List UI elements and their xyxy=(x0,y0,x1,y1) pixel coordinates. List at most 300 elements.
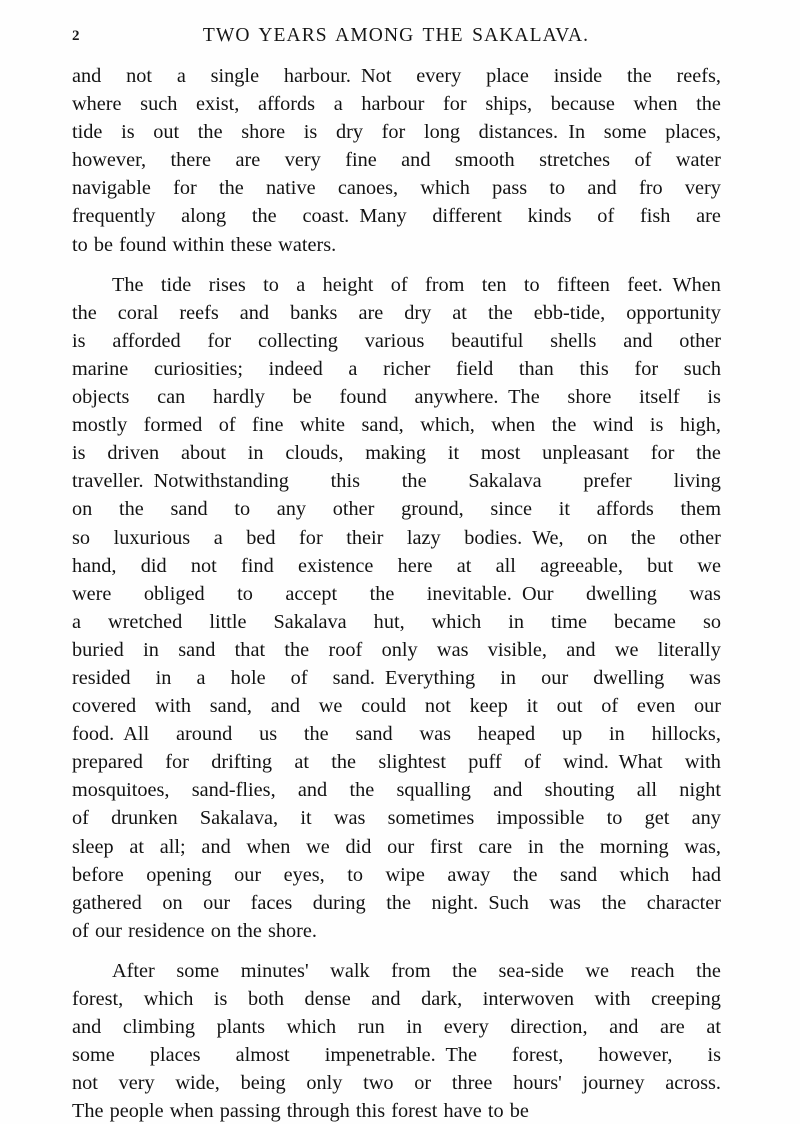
word: with xyxy=(154,695,191,718)
word: coast. Many xyxy=(302,205,407,228)
text-line xyxy=(72,146,721,174)
word: After xyxy=(112,959,155,982)
text-line xyxy=(72,383,721,411)
word: in xyxy=(143,638,159,661)
word: luxurious xyxy=(113,526,191,549)
word: before xyxy=(72,863,124,886)
body-text-column xyxy=(72,62,721,1124)
word: to xyxy=(72,233,88,256)
word: harbour xyxy=(361,93,425,116)
word: wide, xyxy=(175,1072,220,1095)
text-line xyxy=(72,833,721,861)
word: at xyxy=(456,554,472,577)
word: we xyxy=(697,554,721,577)
word: formed xyxy=(143,414,203,437)
paragraph-3 xyxy=(72,957,721,1124)
word: waters. xyxy=(278,233,337,256)
word: in xyxy=(527,835,544,858)
word: place xyxy=(486,65,529,87)
word: which xyxy=(143,988,194,1010)
text-line xyxy=(72,748,721,776)
word: navigable xyxy=(72,177,151,200)
word: places, xyxy=(665,121,721,144)
word: night. Such xyxy=(431,891,529,914)
word: making xyxy=(365,442,427,465)
word: unpleasant xyxy=(542,442,629,465)
word: not xyxy=(190,554,217,577)
word: about xyxy=(180,442,226,465)
word: can xyxy=(157,386,186,409)
word: forest xyxy=(391,1100,438,1123)
word: the xyxy=(696,442,721,465)
word: are xyxy=(358,301,384,324)
word: The xyxy=(112,273,144,296)
word: height xyxy=(322,273,374,296)
word: various xyxy=(364,329,425,352)
word: or xyxy=(414,1072,432,1095)
word: and xyxy=(587,177,617,200)
word: when xyxy=(491,414,536,437)
word: creeping xyxy=(651,988,721,1010)
word: three xyxy=(451,1072,493,1095)
word: a xyxy=(176,65,186,87)
word: of xyxy=(72,807,89,830)
word: the xyxy=(626,65,652,87)
word: time xyxy=(550,610,588,633)
word: canoes, xyxy=(337,177,399,200)
word: of xyxy=(72,919,89,942)
text-line xyxy=(72,327,721,355)
word: wretched xyxy=(108,610,183,633)
word: the xyxy=(487,301,513,324)
text-line xyxy=(72,692,721,720)
word: not xyxy=(424,695,451,718)
word: the xyxy=(452,959,477,982)
word: the xyxy=(369,582,395,605)
word: hand, xyxy=(72,554,117,577)
word: Sakalava xyxy=(468,470,542,493)
word: to xyxy=(549,177,566,200)
text-line xyxy=(72,495,721,523)
word: food. All xyxy=(72,723,150,746)
word: our xyxy=(234,863,262,886)
word: for xyxy=(299,526,323,549)
word: passing xyxy=(219,1100,281,1123)
word: almost xyxy=(235,1044,290,1067)
word: within xyxy=(172,233,225,256)
word: it xyxy=(558,498,570,521)
text-line xyxy=(72,636,721,664)
word: fine xyxy=(345,149,377,172)
word: could xyxy=(361,695,407,718)
text-line xyxy=(72,62,721,90)
word: a xyxy=(196,666,206,689)
word: morning xyxy=(599,835,669,858)
word: the xyxy=(331,751,357,774)
word: every xyxy=(443,1016,489,1039)
word: single xyxy=(210,65,260,87)
word: is xyxy=(72,329,86,352)
word: prepared xyxy=(72,751,143,774)
word: richer xyxy=(383,357,431,380)
word: other xyxy=(679,329,721,352)
text-line xyxy=(72,355,721,383)
word: the xyxy=(219,177,244,200)
word: through xyxy=(286,1100,350,1123)
word: we xyxy=(306,835,330,858)
text-line xyxy=(72,411,721,439)
word: dry xyxy=(404,301,432,324)
word: very xyxy=(118,1072,155,1095)
word: out xyxy=(153,121,180,144)
word: where xyxy=(72,93,122,116)
word: which xyxy=(431,610,482,633)
word: curiosities; xyxy=(153,357,243,380)
word: their xyxy=(346,526,384,549)
word: other xyxy=(332,498,375,521)
word: eyes, xyxy=(283,863,325,886)
word: which xyxy=(619,863,670,886)
word: at xyxy=(452,301,467,324)
word: climbing xyxy=(122,1016,195,1039)
word: at xyxy=(706,1016,721,1039)
word: is xyxy=(303,121,318,144)
word: rises xyxy=(208,273,246,296)
word: sleep xyxy=(72,835,114,858)
word: a xyxy=(213,526,223,549)
word: sometimes xyxy=(387,807,475,830)
word: different xyxy=(432,205,502,228)
word: were xyxy=(72,582,112,605)
word: is xyxy=(707,1044,721,1067)
word: sand, xyxy=(209,695,252,718)
word: visible, xyxy=(487,638,547,661)
word: other xyxy=(679,526,721,549)
word: on xyxy=(72,498,93,521)
word: a xyxy=(72,610,82,633)
word: living xyxy=(673,470,721,493)
word: when xyxy=(169,1100,214,1123)
word: is xyxy=(121,121,135,144)
word: dwelling xyxy=(585,582,657,605)
word: is xyxy=(213,988,228,1010)
word: it xyxy=(526,695,538,718)
word: minutes' xyxy=(240,959,309,982)
word: ground, xyxy=(401,498,464,521)
word: stretches xyxy=(539,149,611,172)
word: only xyxy=(381,638,418,661)
word: all; xyxy=(159,835,186,858)
word: Sakalava, xyxy=(199,807,279,830)
text-line xyxy=(72,1041,721,1069)
word: sand, xyxy=(361,414,404,437)
text-line xyxy=(72,524,721,552)
text-line xyxy=(72,90,721,118)
word: forest, xyxy=(72,988,124,1010)
word: here xyxy=(397,554,433,577)
word: harbour. Not xyxy=(283,65,392,87)
word: of xyxy=(523,751,541,774)
word: any xyxy=(276,498,307,521)
word: the xyxy=(197,121,223,144)
word: lazy xyxy=(406,526,441,549)
word: and xyxy=(609,1016,639,1039)
word: interwoven xyxy=(482,988,574,1010)
word: did xyxy=(140,554,167,577)
text-line xyxy=(72,776,721,804)
word: residence xyxy=(128,919,205,942)
word: with xyxy=(594,988,631,1010)
word: the xyxy=(696,93,721,116)
word: our xyxy=(387,835,415,858)
word: these xyxy=(230,233,273,256)
word: a xyxy=(333,93,343,116)
text-line xyxy=(72,985,721,1013)
word: the xyxy=(630,526,656,549)
word: collecting xyxy=(257,329,338,352)
word: pass xyxy=(492,177,528,200)
word: are xyxy=(696,205,721,228)
word: accept xyxy=(285,582,338,605)
word: impossible xyxy=(496,807,585,830)
word: the xyxy=(118,498,144,521)
word: but xyxy=(647,554,674,577)
word: drifting xyxy=(211,751,273,774)
word: the xyxy=(559,835,585,858)
word: this xyxy=(579,357,609,380)
word: on xyxy=(162,891,183,914)
word: the xyxy=(696,959,721,982)
word: ships, xyxy=(485,93,533,116)
word: fro xyxy=(638,177,663,200)
word: field xyxy=(456,357,494,380)
word: squalling xyxy=(396,779,471,802)
word: along xyxy=(181,205,227,228)
word: and xyxy=(623,329,653,352)
word: fine xyxy=(252,414,284,437)
word: in xyxy=(406,1016,423,1039)
word: became xyxy=(614,610,676,633)
word: and xyxy=(239,301,270,324)
word: hours' xyxy=(513,1072,562,1095)
word: places xyxy=(149,1044,201,1067)
word: of xyxy=(290,666,308,689)
word: to xyxy=(487,1100,504,1123)
word: for xyxy=(207,329,232,352)
word: the xyxy=(601,891,627,914)
word: fish xyxy=(639,205,671,228)
word: two xyxy=(363,1072,394,1095)
word: puff xyxy=(468,751,502,774)
word: and xyxy=(566,638,596,661)
word: for xyxy=(381,121,406,144)
word: this xyxy=(330,470,360,493)
word: affords xyxy=(596,498,654,521)
word: hillocks, xyxy=(651,723,721,746)
text-line xyxy=(72,202,721,230)
word: forest, xyxy=(512,1044,564,1067)
word: Sakalava xyxy=(273,610,347,633)
word: however, xyxy=(598,1044,673,1067)
word: white xyxy=(300,414,346,437)
word: most xyxy=(480,442,521,465)
word: and xyxy=(72,65,102,87)
word: driven xyxy=(107,442,160,465)
text-line xyxy=(72,861,721,889)
word: marine xyxy=(72,357,129,380)
text-line xyxy=(72,804,721,832)
word: mostly xyxy=(72,414,128,437)
word: night xyxy=(679,779,721,802)
word: with xyxy=(684,751,721,774)
word: banks xyxy=(290,301,338,324)
word: slightest xyxy=(378,751,446,774)
word: and xyxy=(401,149,431,172)
word: The xyxy=(72,1100,104,1123)
word: for xyxy=(165,751,189,774)
word: did xyxy=(345,835,372,858)
word: all xyxy=(636,779,658,802)
word: shore. xyxy=(267,919,317,942)
word: kinds xyxy=(527,205,572,228)
word: the xyxy=(401,470,427,493)
word: across. xyxy=(665,1072,721,1095)
word: than xyxy=(518,357,554,380)
word: long xyxy=(423,121,461,144)
text-line xyxy=(72,580,721,608)
word: frequently xyxy=(72,205,156,228)
word: from xyxy=(424,273,465,296)
word: on xyxy=(587,526,608,549)
word: buried xyxy=(72,638,124,661)
word: existence xyxy=(297,554,374,577)
word: because xyxy=(550,93,615,116)
word: covered xyxy=(72,695,137,718)
word: on xyxy=(210,919,232,942)
word: walk xyxy=(330,959,370,982)
word: was xyxy=(689,666,721,689)
word: wind. What xyxy=(563,751,663,774)
word: so xyxy=(72,526,91,549)
word: traveller. Notwithstanding xyxy=(72,470,289,493)
running-title: TWO YEARS AMONG THE SAKALAVA. xyxy=(202,25,590,46)
word: the xyxy=(72,301,97,324)
word: the xyxy=(386,891,411,914)
word: for xyxy=(650,442,675,465)
word: some xyxy=(72,1044,115,1067)
word: was xyxy=(436,638,469,661)
word: bed xyxy=(246,526,276,549)
word: heaped xyxy=(477,723,536,746)
word: any xyxy=(691,807,721,830)
word: keep xyxy=(469,695,508,718)
word: for xyxy=(634,357,659,380)
word: found xyxy=(119,233,167,256)
running-header xyxy=(72,25,720,51)
word: native xyxy=(266,177,316,200)
text-line xyxy=(72,608,721,636)
word: hole xyxy=(230,666,266,689)
word: dry xyxy=(335,121,364,144)
word: some xyxy=(176,959,220,982)
word: which xyxy=(420,177,470,200)
word: we xyxy=(585,959,610,982)
word: high, xyxy=(679,414,721,437)
text-line xyxy=(72,467,721,495)
text-line xyxy=(72,957,721,985)
word: of xyxy=(601,695,619,718)
word: which, xyxy=(420,414,475,437)
word: the xyxy=(284,638,310,661)
word: objects xyxy=(72,386,130,409)
word: to xyxy=(606,807,623,830)
word: gathered xyxy=(72,891,142,914)
word: literally xyxy=(657,638,721,661)
word: very xyxy=(284,149,321,172)
text-line xyxy=(72,271,721,299)
word: indeed xyxy=(268,357,323,380)
word: to xyxy=(263,273,279,296)
word: of xyxy=(634,149,652,172)
word: inside xyxy=(553,65,603,87)
word: them xyxy=(680,498,721,521)
word: had xyxy=(691,863,721,886)
word: found xyxy=(339,386,387,409)
word: such xyxy=(140,93,178,116)
word: prefer xyxy=(583,470,632,493)
word: ten xyxy=(481,273,507,296)
word: to xyxy=(237,582,253,605)
word: tide xyxy=(72,121,103,144)
word: character xyxy=(646,891,721,914)
word: since xyxy=(490,498,533,521)
word: resided xyxy=(72,666,131,689)
word: was xyxy=(333,807,366,830)
word: away xyxy=(447,863,491,886)
word: we xyxy=(318,695,343,718)
text-line xyxy=(72,1013,721,1041)
word: and xyxy=(270,695,300,718)
word: all xyxy=(495,554,516,577)
word: itself xyxy=(639,386,680,409)
word: the xyxy=(237,919,262,942)
text-line xyxy=(72,118,721,146)
text-line xyxy=(72,720,721,748)
word: it xyxy=(447,442,460,465)
word: however, xyxy=(72,149,147,172)
word: be xyxy=(509,1100,529,1123)
word: afforded xyxy=(112,329,181,352)
word: in xyxy=(155,666,172,689)
word: is xyxy=(649,414,664,437)
word: be xyxy=(93,233,114,256)
word: ebb-tide, xyxy=(533,301,606,324)
word: such xyxy=(683,357,721,380)
word: at xyxy=(294,751,309,774)
word: when xyxy=(246,835,291,858)
word: wipe xyxy=(385,863,425,886)
word: sea-side xyxy=(498,959,564,982)
word: and xyxy=(371,988,401,1010)
word: which xyxy=(286,1016,337,1039)
word: affords xyxy=(257,93,316,116)
word: up xyxy=(561,723,583,746)
word: in xyxy=(247,442,264,465)
word: that xyxy=(234,638,266,661)
word: distances. In xyxy=(478,121,586,144)
word: hut, xyxy=(373,610,405,633)
word: opening xyxy=(146,863,212,886)
